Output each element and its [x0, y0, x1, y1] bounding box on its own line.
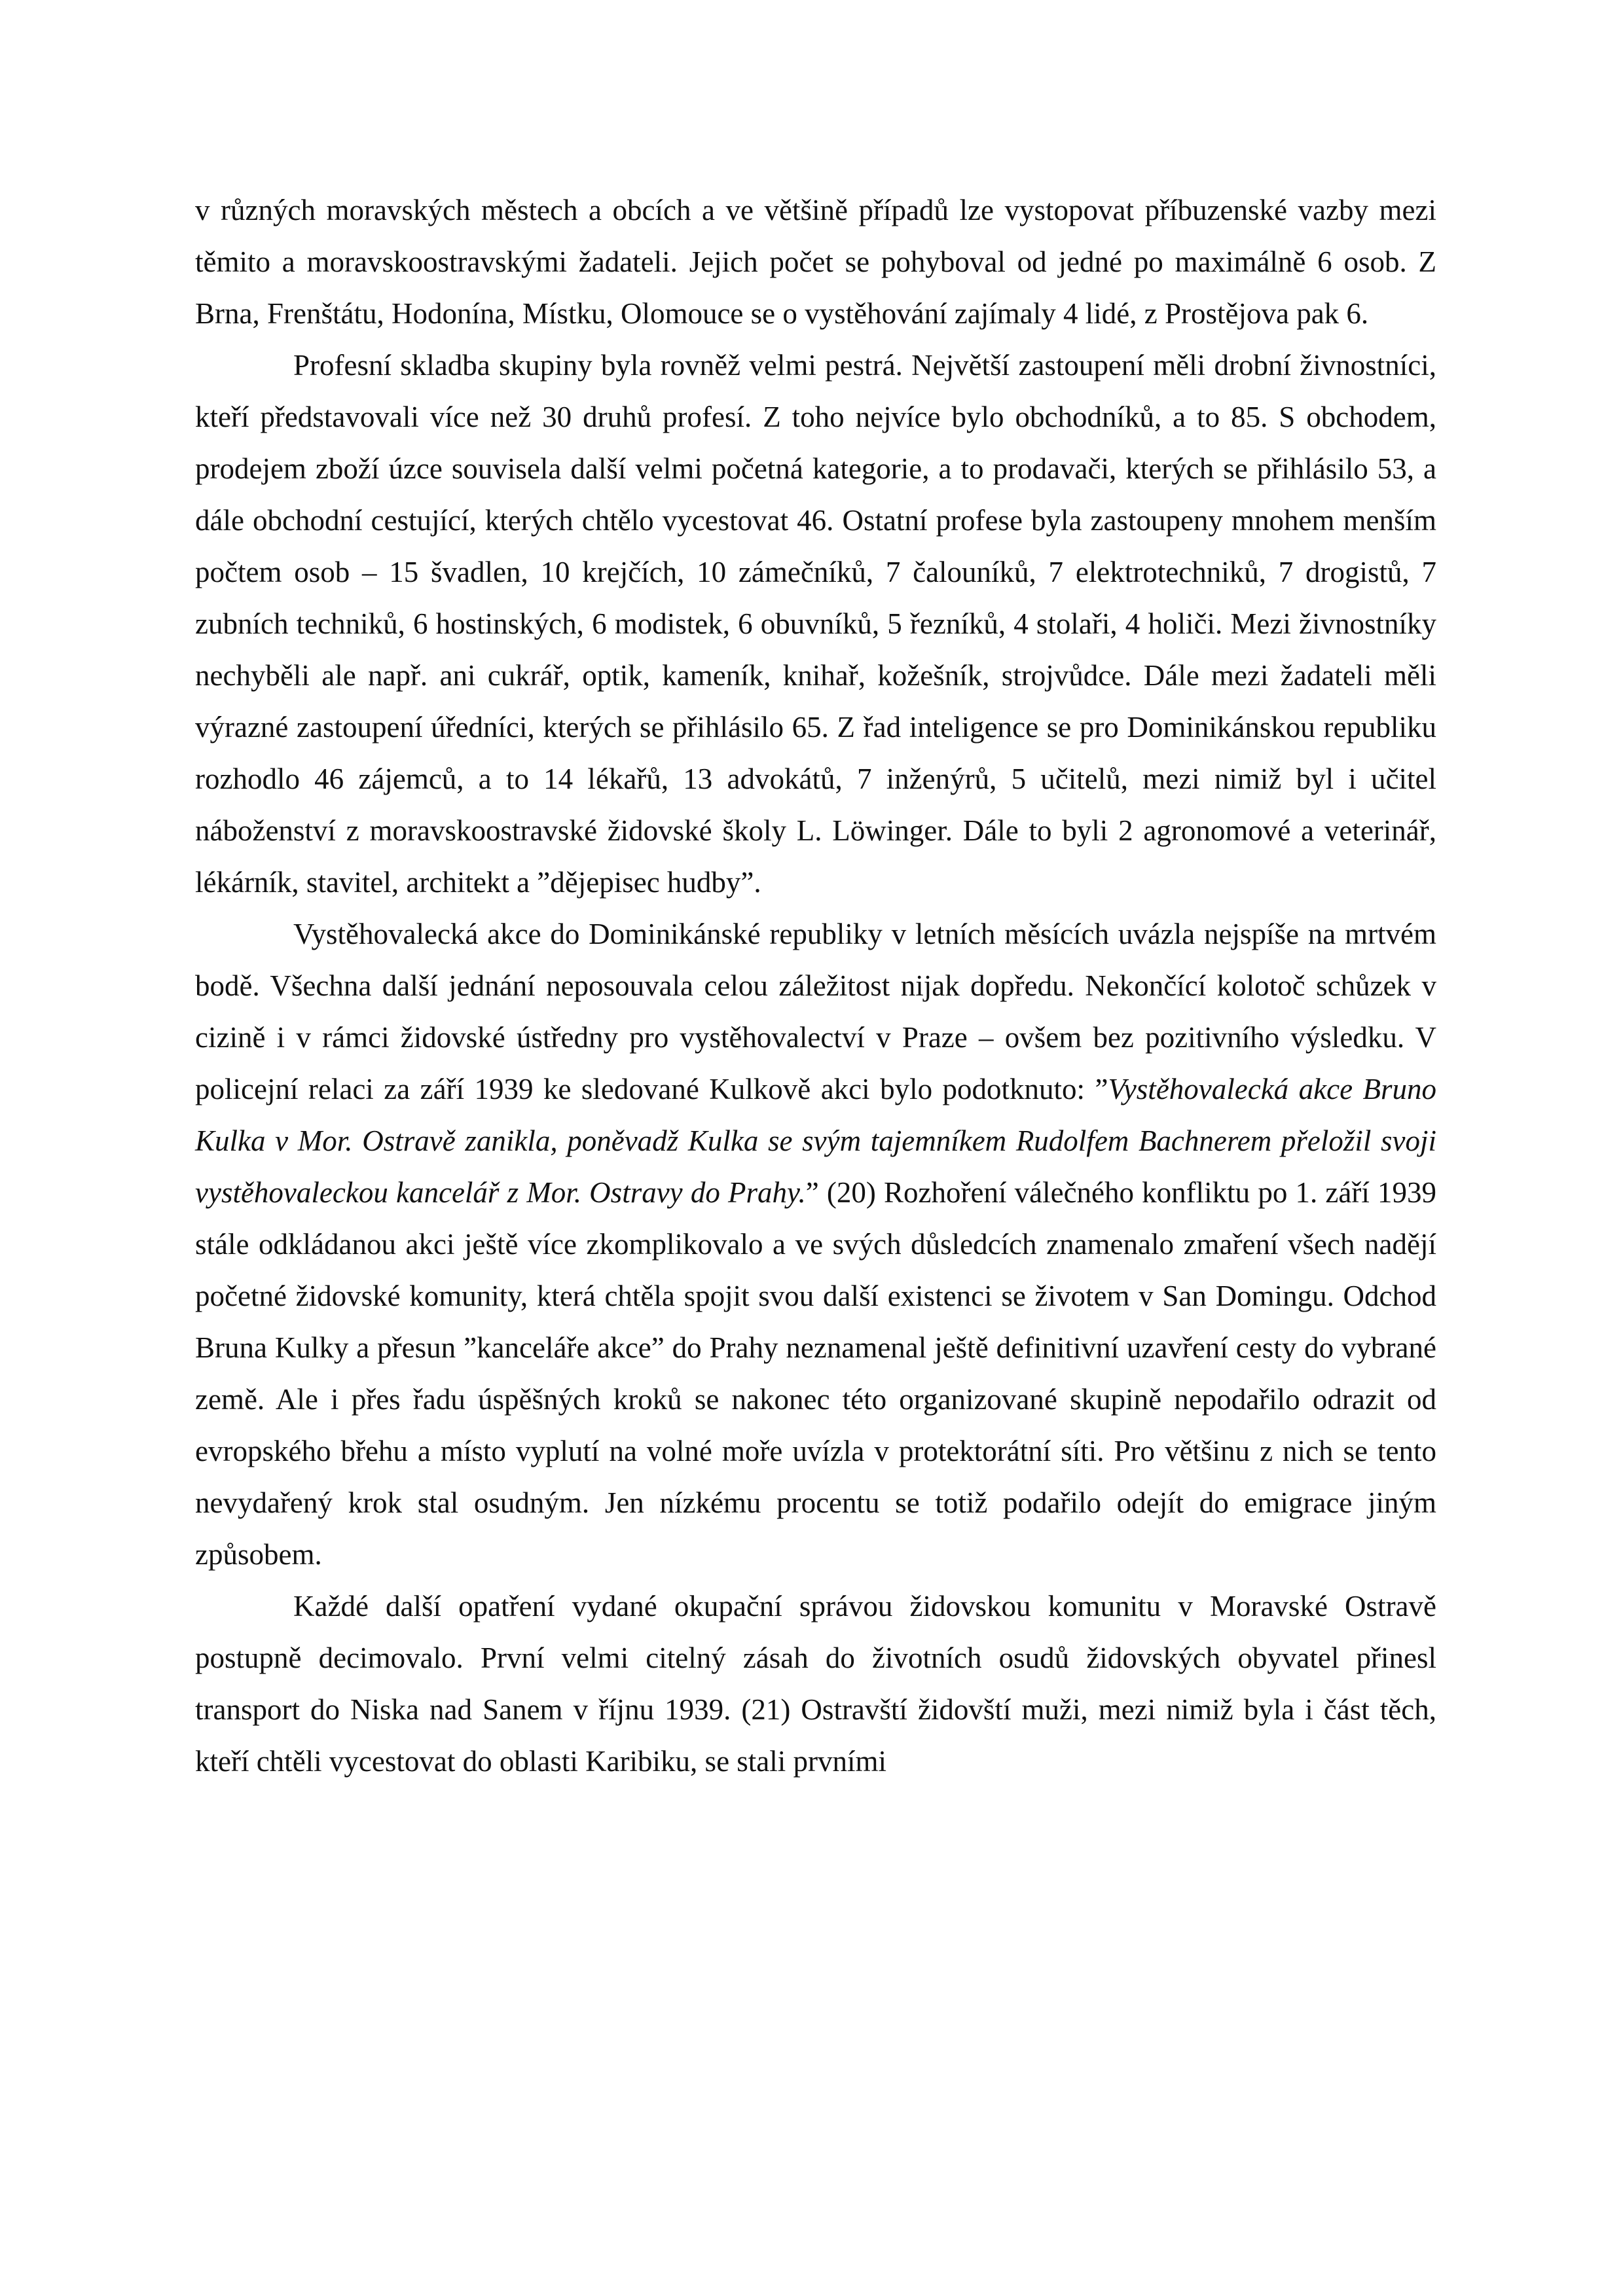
paragraph-text: Každé další opatření vydané okupační správou židovskou komunitu v Moravské Ostravě postupně decimovalo. První velmi citelný zásah do životních osudů židovských obyvatel přinesl transport do Niska nad Sanem v říjnu 1939. (21) Ostravští židovští muži, mezi nimiž byla i část těch, kteří chtěli vycestovat do oblasti Karibiku, se stali prvními [195, 1590, 1436, 1778]
paragraph-text: Profesní skladba skupiny byla rovněž velmi pestrá. Největší zastoupení měli drobní živnostníci, kteří představovali více než 30 druhů profesí. Z toho nejvíce bylo obchodníků, a to 85. S obchodem, prodejem zboží úzce souvisela další velmi početná kategorie, a to prodavači, kterých se přihlásilo 53, a dále obchodní cestující, kterých chtělo vycestovat 46. Ostatní profese byla zastoupeny mnohem menším počtem osob – 15 švadlen, 10 krejčích, 10 zámečníků, 7 čalouníků, 7 elektrotechniků, 7 drogistů, 7 zubních techniků, 6 hostinských, 6 modistek, 6 obuvníků, 5 řezníků, 4 stolaři, 4 holiči. Mezi živnostníky nechyběli ale např. ani cukrář, optik, kameník, knihař, kožešník, strojvůdce. Dále mezi žadateli měli výrazné zastoupení úředníci, kterých se přihlásilo 65. Z řad inteligence se pro Dominikánskou republiku rozhodlo 46 zájemců, a to 14 lékařů, 13 advokátů, 7 inženýrů, 5 učitelů, mezi nimiž byl i učitel náboženství z moravskoostravské židovské školy L. Löwinger. Dále to byli 2 agronomové a veterinář, lékárník, stavitel, architekt a ”dějepisec hudby”. [195, 349, 1436, 899]
paragraph-emigrants-origin [195, 185, 1436, 340]
police-report-quote: Vystěhovalecká akce Bruno Kulka v Mor. Ostravě zanikla, poněvadž Kulka se svým tajemníkem Rudolfem Bachnerem přeložil svoji vystěhovaleckou kancelář z Mor. Ostravy do Prahy. [195, 1073, 1436, 1209]
paragraph-text: v různých moravských městech a obcích a ve většině případů lze vystopovat příbuzenské vazby mezi těmito a moravskoostravskými žadateli. Jejich počet se pohyboval od jedné po maximálně 6 osob. Z Brna, Frenštátu, Hodonína, Místku, Olomouce se o vystěhování zajímaly 4 lidé, z Prostějova pak 6. [195, 194, 1436, 330]
paragraph-text: Vystěhovalecká akce do Dominikánské republiky v letních měsících uvázla nejspíše na mrtvém bodě. Všechna další jednání neposouvala celou záležitost nijak dopředu. Nekončící kolotoč schůzek v cizině i v rámci židovské ústředny pro vystěhovalectví v Praze – ovšem bez pozitivního výsledku. V policejní relaci za září 1939 ke sledované Kulkově akci bylo podotknuto: ” [195, 918, 1436, 1105]
paragraph-emigration-stalled [195, 908, 1436, 1581]
paragraph-occupation-measures [195, 1581, 1436, 1787]
document-page [195, 185, 1436, 1787]
paragraph-professions [195, 340, 1436, 908]
paragraph-text: ” (20) Rozhoření válečného konfliktu po 1. září 1939 stále odkládanou akci ještě více zkomplikovalo a ve svých důsledcích znamenalo zmaření všech nadějí početné židovské komunity, která chtěla spojit svou další existenci se životem v San Domingu. Odchod Bruna Kulky a přesun ”kanceláře akce” do Prahy neznamenal ještě definitivní uzavření cesty do vybrané země. Ale i přes řadu úspěšných kroků se nakonec této organizované skupině nepodařilo odrazit od evropského břehu a místo vyplutí na volné moře uvízla v protektorátní síti. Pro většinu z nich se tento nevydařený krok stal osudným. Jen nízkému procentu se totiž podařilo odejít do emigrace jiným způsobem. [195, 1176, 1437, 1571]
